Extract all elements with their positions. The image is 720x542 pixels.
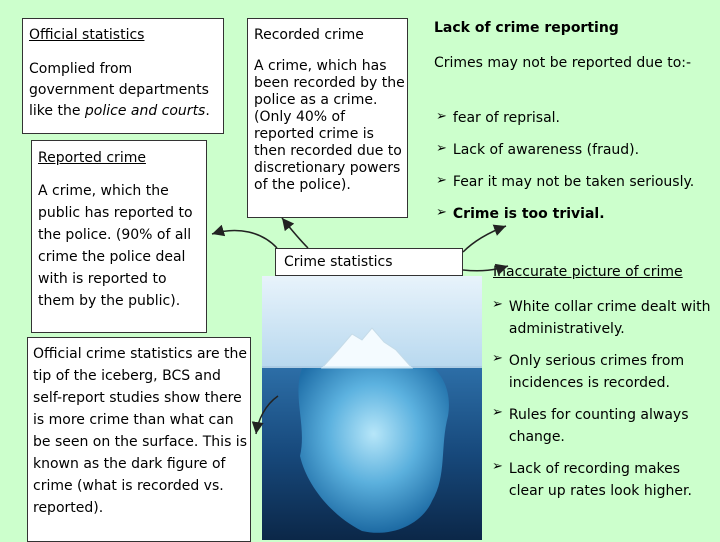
inaccurate-list	[492, 296, 714, 502]
arrow-bullet-icon: ➢	[492, 351, 503, 366]
crime-statistics-box	[275, 248, 463, 276]
inaccurate-item-text: Only serious crimes from incidences is recorded.	[508, 353, 685, 391]
inaccurate-heading: Inaccurate picture of crime	[493, 264, 683, 280]
inaccurate-item-text: Rules for counting always change.	[508, 407, 689, 445]
inaccurate-item	[492, 350, 714, 394]
official-statistics-heading: Official statistics	[29, 27, 145, 43]
lack-reporting-item	[436, 108, 712, 128]
recorded-crime-text: A crime, which has been recorded by the police as a crime. (Only 40% of reported crime is then recorded due to discretionary powers of the police).	[254, 58, 405, 193]
lack-reporting-item	[436, 140, 712, 160]
lack-reporting-item-text: Crime is too trivial.	[452, 206, 605, 222]
arrow-to-reported-crime	[212, 230, 277, 248]
official-statistics-text	[29, 59, 221, 122]
reported-crime-box	[31, 140, 207, 333]
arrow-bullet-icon: ➢	[436, 173, 447, 188]
iceberg-note-text: Official crime statistics are the tip of the iceberg, BCS and self-report studies show there is more crime than what can be seen on the surface. This is known as the dark figure of crime (what is recorded vs. reported).	[33, 346, 248, 516]
inaccurate-item	[492, 296, 714, 340]
lack-reporting-item	[436, 172, 712, 192]
lack-reporting-heading: Lack of crime reporting	[434, 20, 619, 36]
crime-statistics-label: Crime statistics	[284, 254, 393, 270]
reported-crime-text: A crime, which the public has reported to the police. (90% of all crime the police deal with is reported to them by the public).	[38, 183, 193, 309]
lack-reporting-item-text: fear of reprisal.	[452, 110, 560, 126]
lack-reporting-item-text: Fear it may not be taken seriously.	[452, 174, 695, 190]
arrow-bullet-icon: ➢	[492, 405, 503, 420]
inaccurate-item	[492, 458, 714, 502]
reported-crime-heading: Reported crime	[38, 150, 146, 166]
arrow-bullet-icon: ➢	[436, 109, 447, 124]
official-statistics-text-emphasis: police and courts	[84, 103, 206, 119]
lack-reporting-item	[436, 204, 712, 224]
inaccurate-item	[492, 404, 714, 448]
official-statistics-text-main: Complied from government departments like the	[29, 61, 209, 119]
inaccurate-item-text: Lack of recording makes clear up rates look higher.	[508, 461, 692, 499]
iceberg-note-box	[27, 337, 251, 542]
lack-reporting-intro: Crimes may not be reported due to:-	[434, 55, 692, 71]
lack-reporting-item-text: Lack of awareness (fraud).	[452, 142, 640, 158]
arrow-bullet-icon: ➢	[492, 459, 503, 474]
arrow-to-recorded-crime	[282, 218, 308, 248]
arrow-bullet-icon: ➢	[492, 297, 503, 312]
official-statistics-text-end: .	[205, 103, 210, 119]
inaccurate-item-text: White collar crime dealt with administratively.	[508, 299, 711, 337]
recorded-crime-heading: Recorded crime	[254, 27, 364, 43]
arrow-bullet-icon: ➢	[436, 141, 447, 156]
official-statistics-box	[22, 18, 224, 134]
arrow-bullet-icon: ➢	[436, 205, 447, 220]
lack-reporting-list	[436, 108, 712, 224]
recorded-crime-box	[247, 18, 408, 218]
iceberg-image	[262, 276, 482, 540]
